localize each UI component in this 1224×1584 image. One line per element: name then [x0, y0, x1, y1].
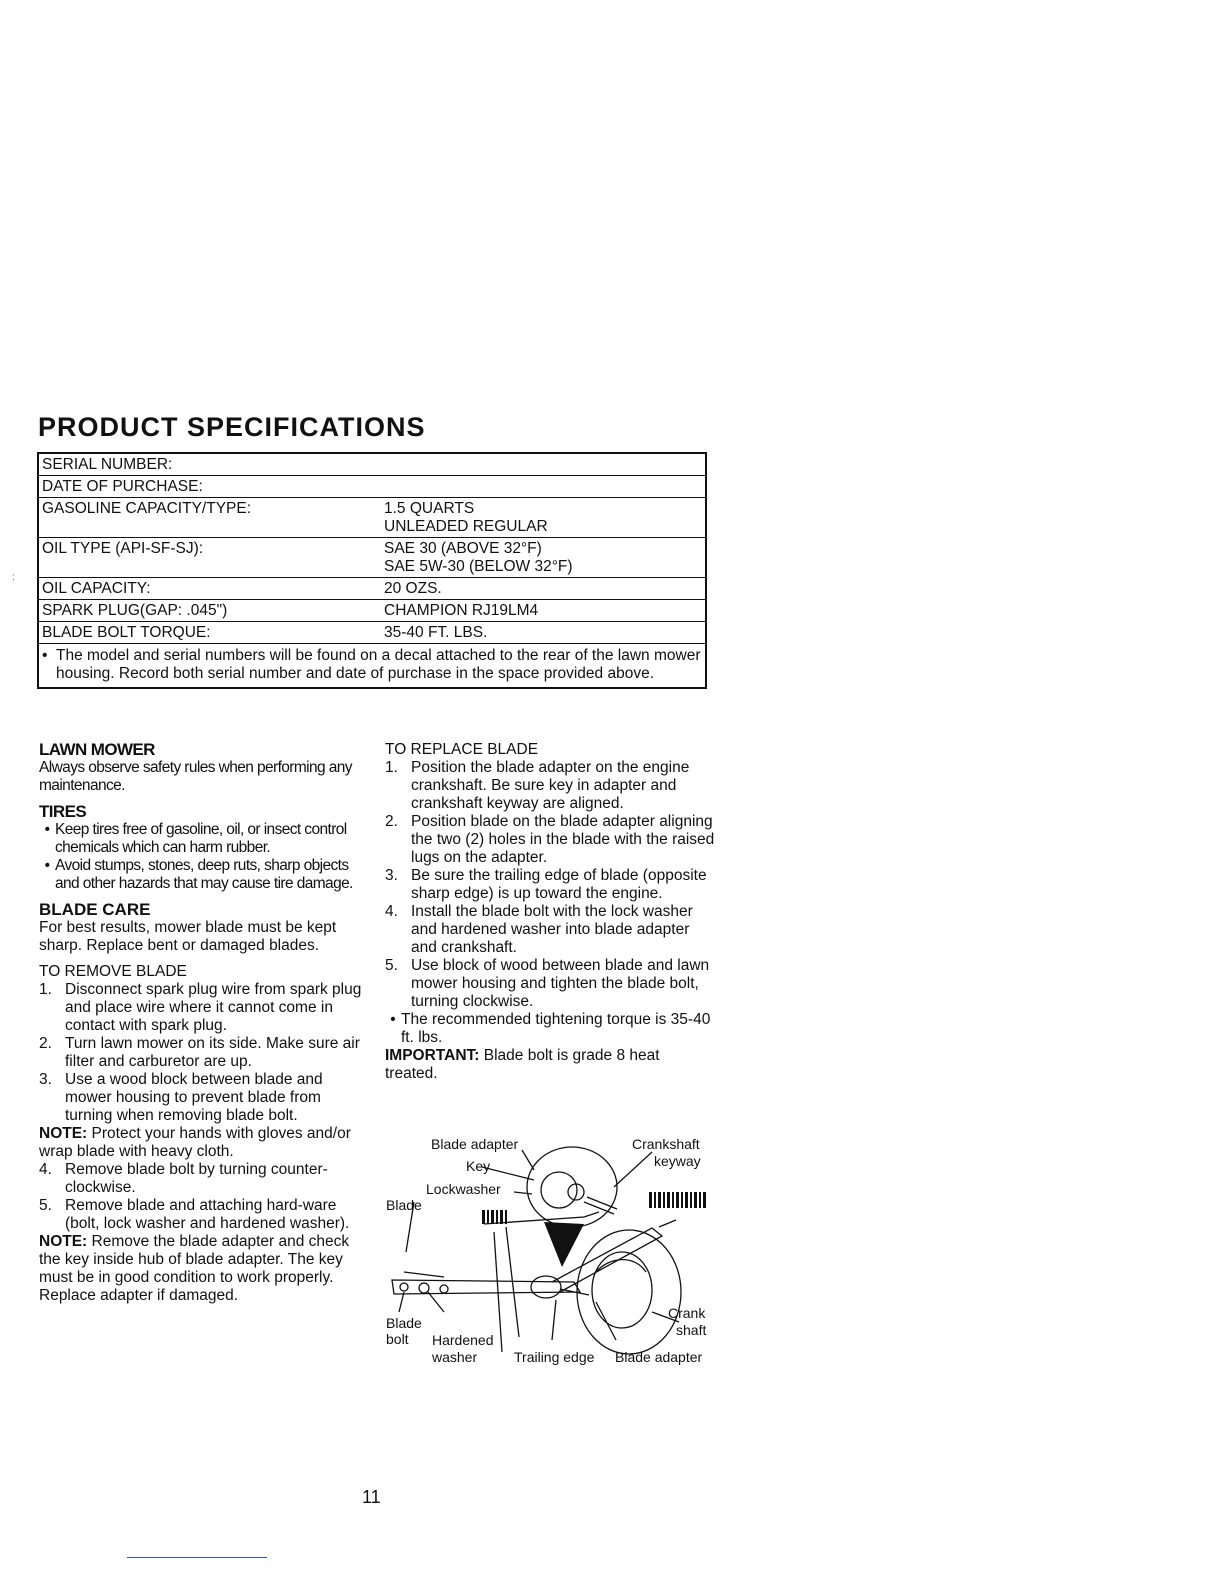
label-blade-bolt-1: Blade	[386, 1315, 422, 1331]
replace-blade-steps	[385, 759, 715, 1011]
list-item: 3. Be sure the trailing edge of blade (opposite sharp edge) is up toward the engine.	[385, 867, 707, 902]
list-item: 2. Position blade on the blade adapter aligning the two (2) holes in the blade with the raised lugs on the adapter.	[385, 813, 715, 866]
label-crank-2: shaft	[676, 1322, 707, 1338]
spec-label: OIL TYPE (API-SF-SJ):	[42, 540, 204, 557]
spec-row-serial	[39, 454, 705, 476]
spec-value-line: UNLEADED REGULAR	[384, 518, 548, 535]
spec-value	[381, 538, 705, 577]
list-item: 3. Use a wood block between blade and mower housing to prevent blade from turning when removing blade bolt.	[39, 1071, 323, 1124]
label-blade-bolt-2: bolt	[386, 1331, 409, 1347]
list-item: 4. Remove blade bolt by turning counter-clockwise.	[39, 1161, 328, 1196]
label-crank-1: Crank	[668, 1305, 706, 1321]
bullet-icon: •	[390, 1011, 396, 1028]
list-item: 5. Use block of wood between blade and lawn mower housing and tighten the blade bolt, turning clockwise.	[385, 957, 710, 1010]
spec-value-line: 1.5 QUARTS	[384, 500, 475, 517]
stray-mark: :	[12, 572, 15, 583]
important-note: IMPORTANT: Blade bolt is grade 8 heat treated.	[385, 1047, 660, 1082]
bullet-icon: •	[44, 857, 50, 874]
remove-blade-steps-2	[39, 1161, 369, 1233]
list-item: 1. Position the blade adapter on the engine crankshaft. Be sure key in adapter and crankshaft keyway are aligned.	[385, 759, 690, 812]
right-column	[385, 741, 715, 1083]
label-trailing-edge: Trailing edge	[514, 1349, 595, 1365]
spec-value-line: SAE 30 (ABOVE 32°F)	[384, 540, 542, 557]
spec-label: GASOLINE CAPACITY/TYPE:	[42, 500, 252, 517]
spec-row-oil-capacity	[39, 578, 705, 600]
list-item: 5. Remove blade and attaching hard-ware (bolt, lock washer and hardened washer).	[39, 1197, 350, 1232]
spec-value-line: SAE 5W-30 (BELOW 32°F)	[384, 558, 573, 575]
remove-blade-heading: TO REMOVE BLADE	[39, 963, 187, 980]
page-title: PRODUCT SPECIFICATIONS	[38, 412, 426, 442]
left-column	[39, 741, 369, 1305]
label-blade-adapter-bottom: Blade adapter	[615, 1349, 703, 1365]
spec-row-blade-torque	[39, 622, 705, 644]
blade-assembly-diagram	[384, 1132, 714, 1370]
replace-blade-bullets	[385, 1011, 715, 1047]
label-key: Key	[466, 1158, 491, 1174]
list-item: • The recommended tightening torque is 35-40 ft. lbs.	[385, 1011, 715, 1047]
blade-care-text: For best results, mower blade must be kept sharp. Replace bent or damaged blades.	[39, 919, 337, 954]
list-item: • Avoid stumps, stones, deep ruts, sharp objects and other hazards that may cause tire damage.	[39, 857, 369, 893]
spec-value: 35-40 FT. LBS.	[384, 624, 488, 641]
spec-label: SPARK PLUG(GAP: .045")	[42, 602, 228, 619]
tires-heading: TIRES	[39, 802, 87, 821]
label-hardened-2: washer	[432, 1349, 478, 1365]
spec-label: SERIAL NUMBER:	[42, 456, 173, 473]
label-hardened-1: Hardened	[432, 1332, 494, 1348]
bullet-icon: •	[42, 647, 48, 664]
lawn-mower-text: Always observe safety rules when performing any maintenance.	[39, 759, 352, 794]
spec-label: BLADE BOLT TORQUE:	[42, 624, 211, 641]
blade-care-heading: BLADE CARE	[39, 900, 151, 919]
tires-list	[39, 821, 369, 893]
label-blade: Blade	[386, 1197, 422, 1213]
remove-blade-note-2: NOTE: Remove the blade adapter and check the key inside hub of blade adapter. The key must be in good condition to work properly. Replace adapter if damaged.	[39, 1233, 350, 1304]
list-item: 1. Disconnect spark plug wire from spark plug and place wire where it cannot come in contact with spark plug.	[39, 981, 362, 1034]
spec-value	[381, 498, 705, 537]
spec-row-spark-plug	[39, 600, 705, 622]
page-number: 11	[362, 1487, 381, 1507]
lawn-mower-heading: LAWN MOWER	[39, 740, 155, 759]
replace-blade-heading: TO REPLACE BLADE	[385, 741, 539, 758]
list-item: • Keep tires free of gasoline, oil, or insect control chemicals which can harm rubber.	[39, 821, 369, 857]
label-blade-adapter-top: Blade adapter	[431, 1136, 519, 1152]
remove-blade-note-1: NOTE: Protect your hands with gloves and/or wrap blade with heavy cloth.	[39, 1125, 351, 1160]
spec-value: 20 OZS.	[384, 580, 442, 597]
spec-row-oil-type	[39, 538, 705, 578]
spec-label: DATE OF PURCHASE:	[42, 478, 203, 495]
label-keyway: keyway	[654, 1153, 701, 1169]
bullet-icon: •	[44, 821, 50, 838]
spec-note	[39, 644, 705, 687]
label-lockwasher: Lockwasher	[426, 1181, 501, 1197]
spec-value: CHAMPION RJ19LM4	[384, 602, 539, 619]
footer-rule	[127, 1557, 267, 1558]
remove-blade-steps	[39, 981, 369, 1125]
spec-row-purchase	[39, 476, 705, 498]
list-item: 2. Turn lawn mower on its side. Make sure air filter and carburetor are up.	[39, 1035, 360, 1070]
spec-note-text: The model and serial numbers will be found on a decal attached to the rear of the lawn mower housing. Record both serial number and date of purchase in the space provided above.	[56, 647, 701, 682]
spec-table	[37, 452, 707, 689]
label-crankshaft: Crankshaft	[632, 1136, 700, 1152]
list-item: 4. Install the blade bolt with the lock washer and hardened washer into blade adapter and crankshaft.	[385, 903, 693, 956]
spec-label: OIL CAPACITY:	[42, 580, 151, 597]
blade-assembly-figure	[384, 1132, 714, 1370]
spec-row-gasoline	[39, 498, 705, 538]
